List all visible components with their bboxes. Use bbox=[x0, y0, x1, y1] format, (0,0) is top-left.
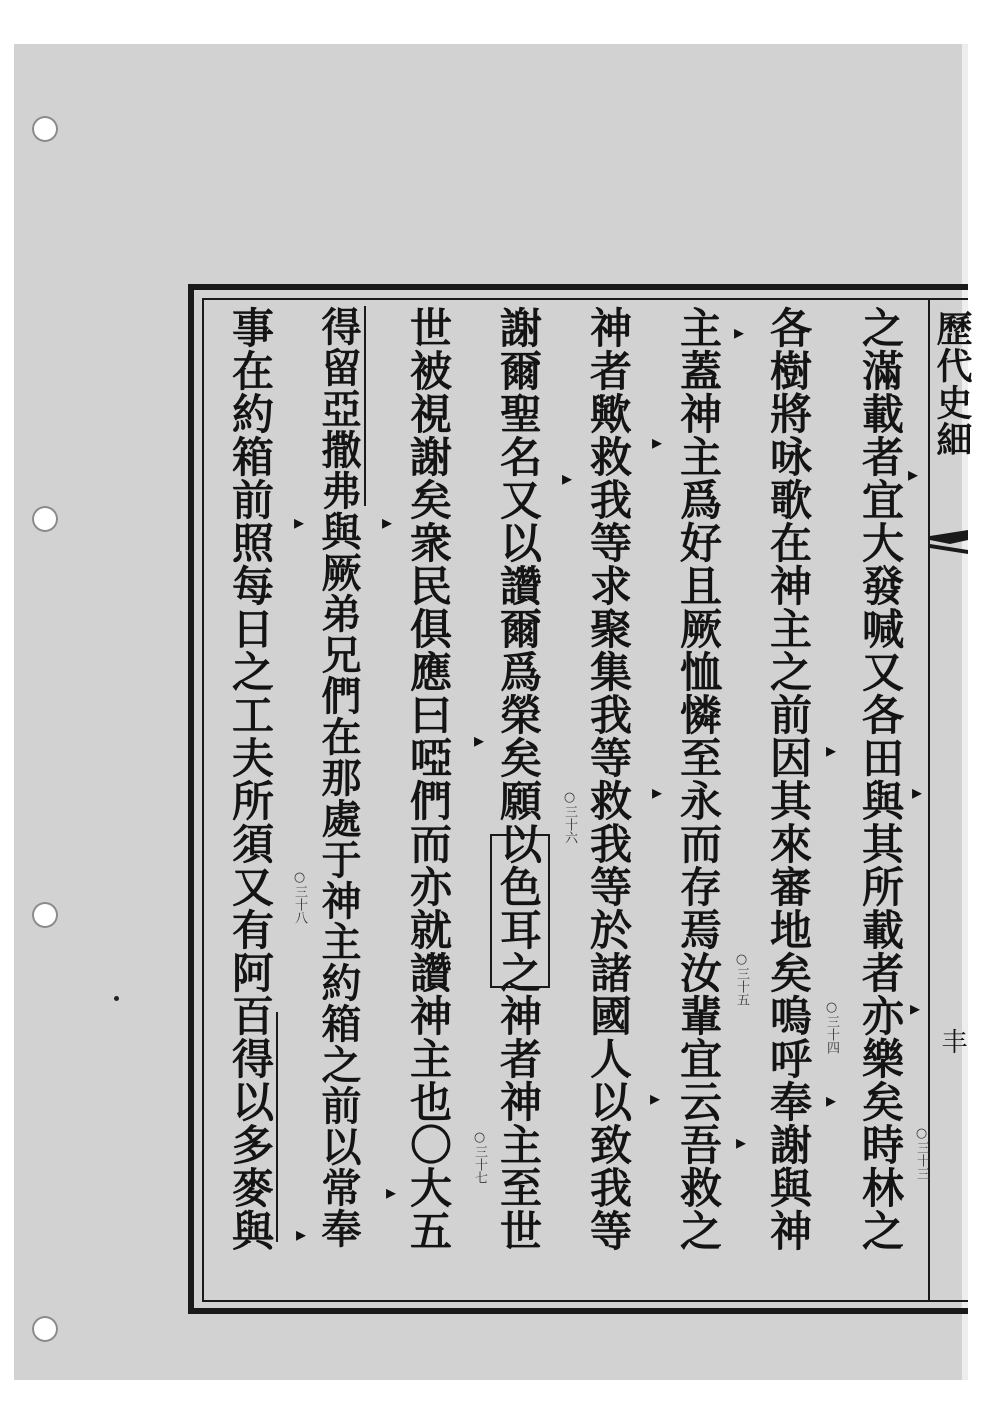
punctuation-mark-icon: ▸ bbox=[910, 996, 921, 1020]
punctuation-mark-icon: ▸ bbox=[474, 728, 485, 752]
punctuation-mark-icon: ▸ bbox=[826, 738, 837, 762]
punctuation-mark-icon: ▸ bbox=[652, 430, 663, 454]
verse-number: ○三十八 bbox=[292, 870, 307, 924]
punctuation-mark-icon: ▸ bbox=[294, 510, 305, 534]
binder-hole bbox=[32, 506, 58, 532]
text-column-6: 世被視謝矣衆民俱應曰啞們而亦就讚神主也〇大五 bbox=[404, 306, 453, 1252]
text-column-1: 之滿載者宜大發喊又各田與其所載者亦樂矣時林之 bbox=[856, 306, 905, 1252]
running-title: 歷代史細 bbox=[931, 310, 973, 458]
binder-hole bbox=[32, 1316, 58, 1342]
verse-number: ○三十六 bbox=[562, 790, 577, 844]
punctuation-mark-icon: ▸ bbox=[386, 1180, 397, 1204]
punctuation-mark-icon: ▸ bbox=[912, 780, 923, 804]
punctuation-mark-icon: ▸ bbox=[734, 320, 745, 344]
text-column-3: 主蓋神主爲好且厥恤憐至永而存焉汝輩宜云吾救之 bbox=[674, 306, 723, 1252]
proper-name-line bbox=[364, 306, 366, 506]
punctuation-mark-icon: ▸ bbox=[908, 462, 919, 486]
fishtail-mark-icon bbox=[930, 530, 968, 558]
binder-hole bbox=[32, 116, 58, 142]
verse-number: ○三十三 bbox=[914, 1126, 929, 1180]
verse-number: ○三十七 bbox=[472, 1130, 487, 1184]
text-column-5: 謝爾聖名又以讚爾爲榮矣願以色耳之神者神主至世 bbox=[494, 306, 543, 1252]
punctuation-mark-icon: ▸ bbox=[382, 510, 393, 534]
binder-hole bbox=[32, 902, 58, 928]
proper-name-line bbox=[276, 1012, 278, 1242]
text-column-8: 事在約箱前照每日之工夫所須又有阿百得以多麥與 bbox=[226, 306, 275, 1252]
punctuation-mark-icon: ▸ bbox=[736, 1130, 747, 1154]
punctuation-mark-icon: ▸ bbox=[296, 1222, 307, 1246]
punctuation-mark-icon: ▸ bbox=[826, 1088, 837, 1112]
punctuation-mark-icon: ▸ bbox=[652, 780, 663, 804]
verse-number: ○三十五 bbox=[734, 952, 749, 1006]
name-underline-box bbox=[490, 834, 550, 988]
verse-number: ○三十四 bbox=[824, 1000, 839, 1054]
page-number: 丰 bbox=[937, 1028, 967, 1054]
text-column-7: 得留亞撒弗與厥弟兄們在那處于神主約箱之前以常奉 bbox=[315, 306, 362, 1249]
punctuation-mark-icon: ▸ bbox=[650, 1086, 661, 1110]
punctuation-mark-icon: ▸ bbox=[562, 466, 573, 490]
ink-speck bbox=[114, 996, 119, 1001]
text-column-2: 各樹將咏歌在神主之前因其來審地矣嗚呼奉謝與神 bbox=[764, 306, 813, 1252]
text-column-4: 神者歟救我等求聚集我等救我等於諸國人以致我等 bbox=[584, 306, 633, 1252]
